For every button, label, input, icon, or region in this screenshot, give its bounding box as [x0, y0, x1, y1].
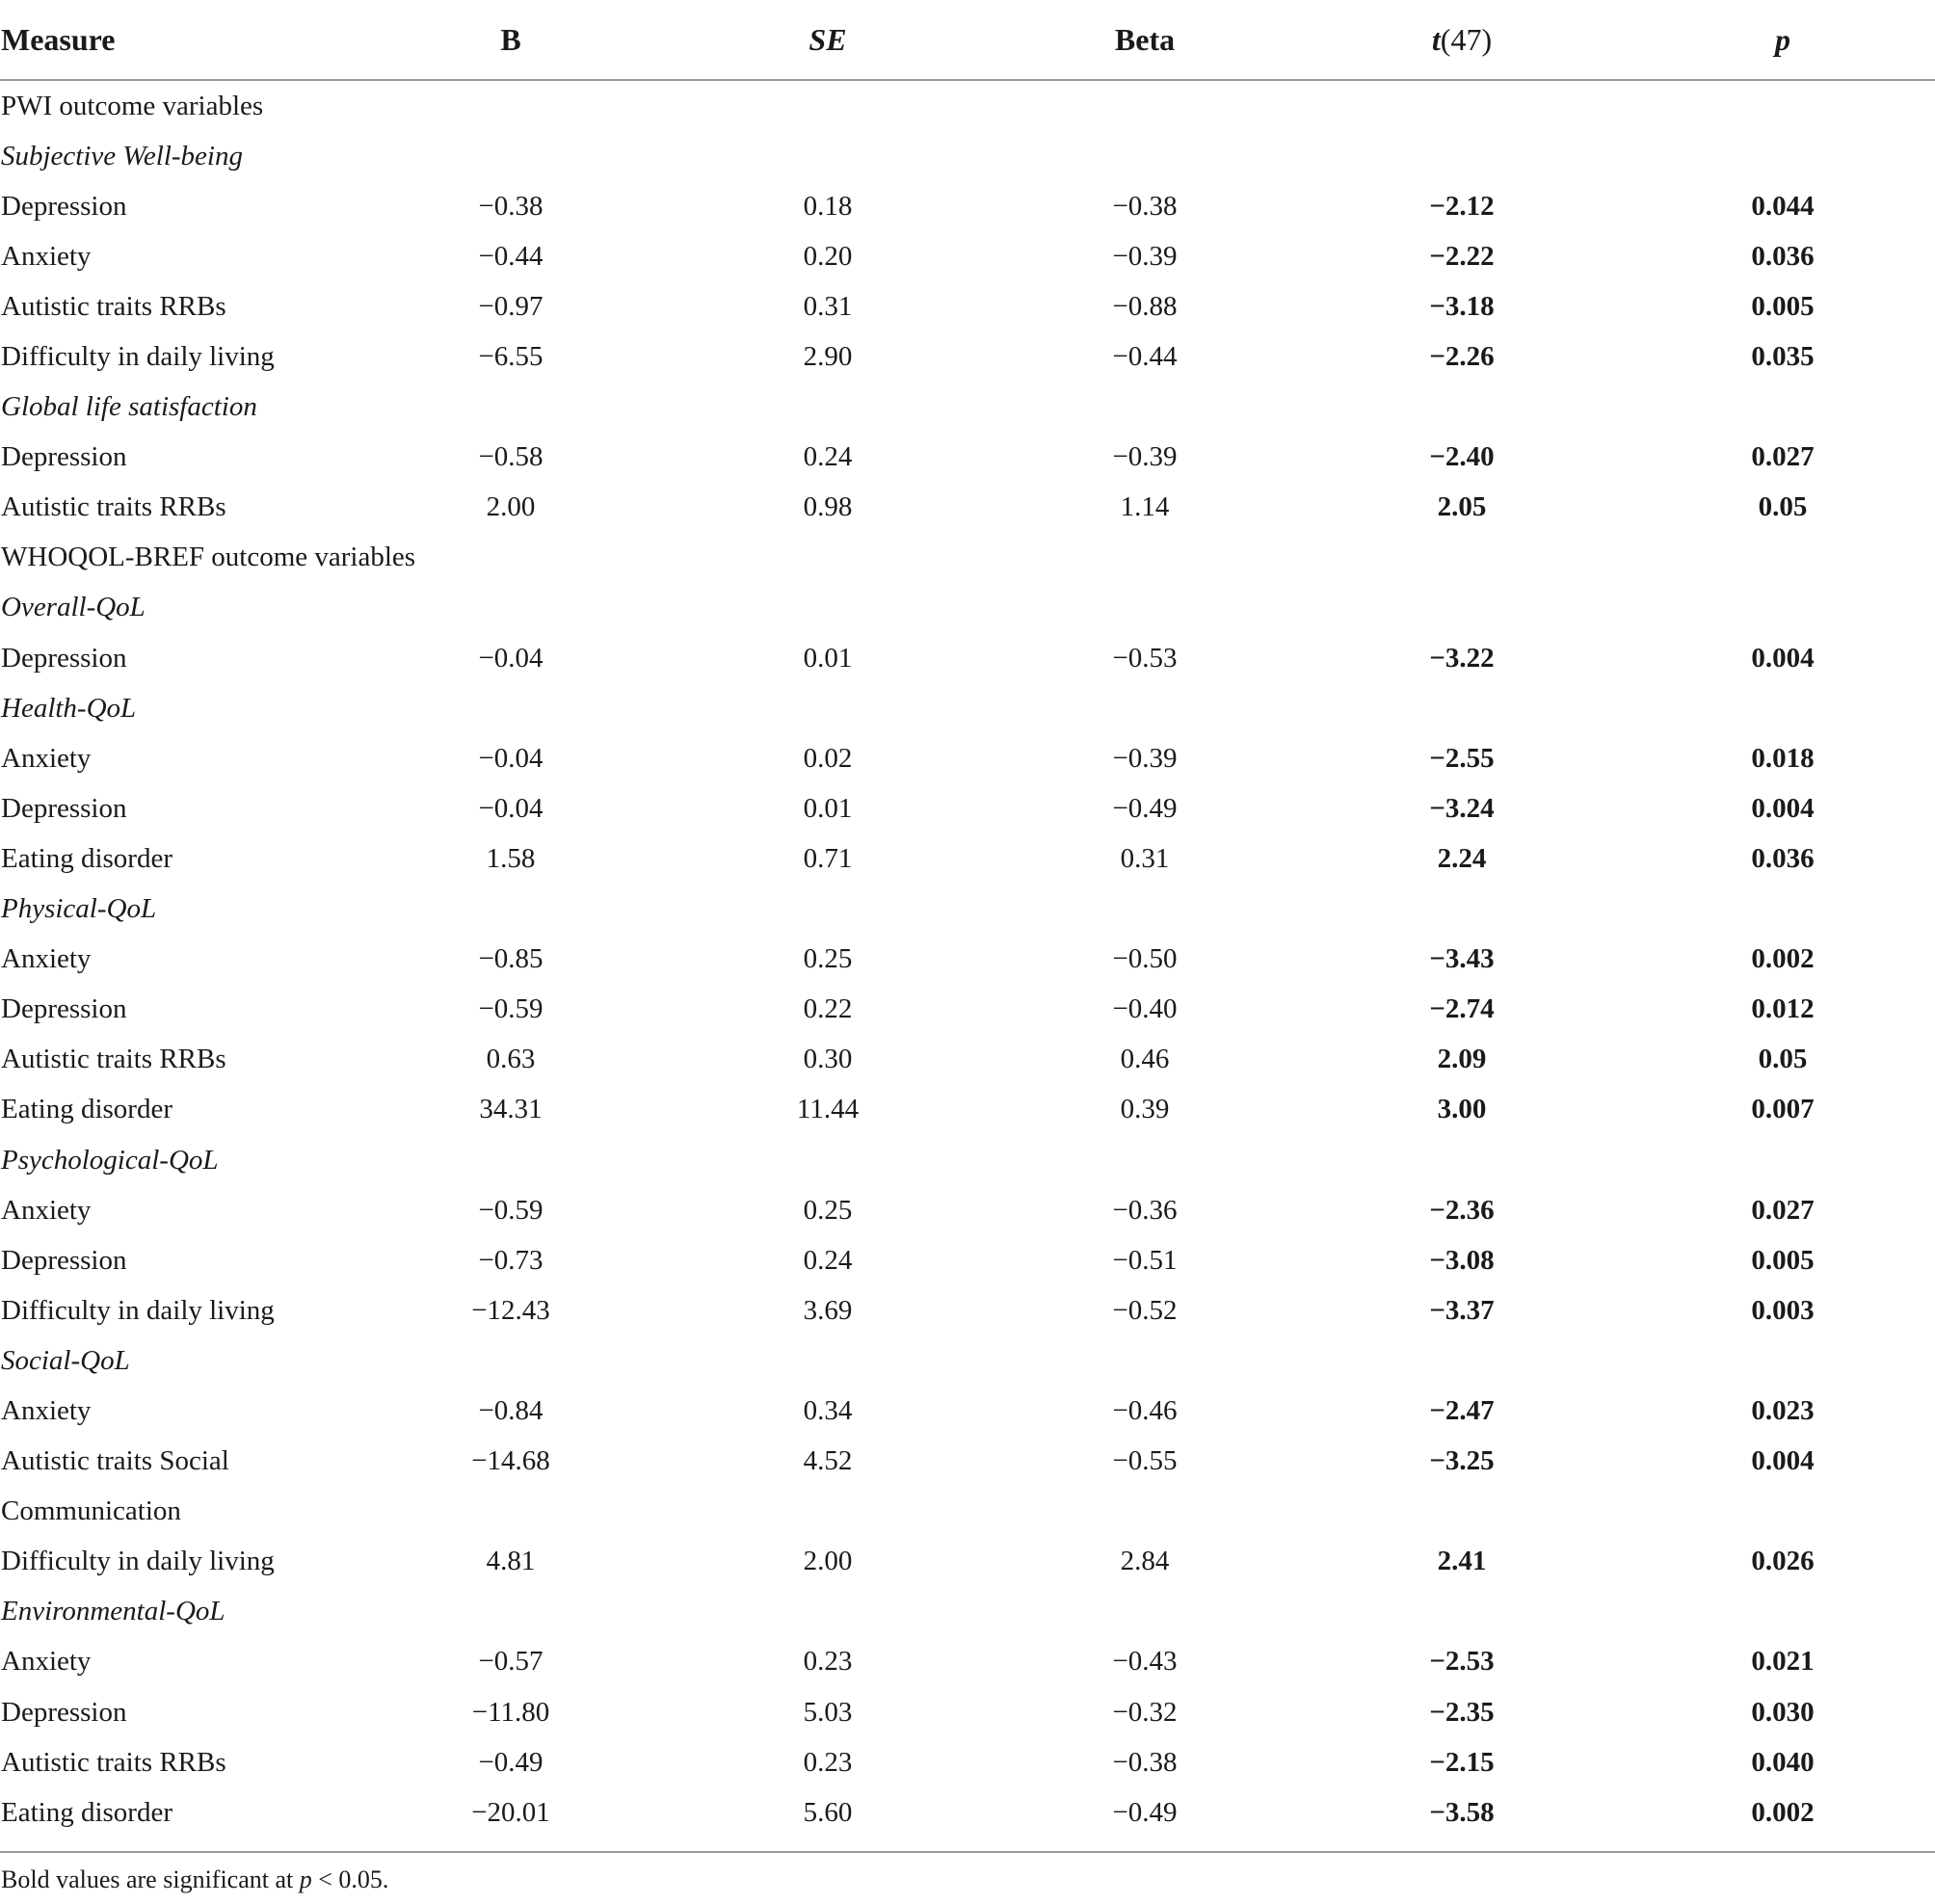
cell-se: 11.44 — [796, 1094, 860, 1125]
cell-t: −3.24 — [1429, 792, 1495, 824]
header-p: p — [1775, 21, 1790, 57]
table-row — [0, 181, 1935, 231]
cell-b: −0.04 — [478, 792, 543, 824]
cell-t: −2.40 — [1429, 441, 1495, 473]
cell-b: 2.00 — [486, 491, 536, 523]
subsection-header-row — [0, 885, 1935, 935]
cell-beta: 1.14 — [1120, 491, 1170, 523]
cell-se: 2.90 — [803, 341, 853, 373]
row-label: Depression — [1, 993, 127, 1025]
cell-p: 0.018 — [1751, 742, 1815, 774]
row-label: WHOQOL-BREF outcome variables — [1, 542, 416, 573]
subsection-header-row — [0, 131, 1935, 181]
cell-beta: −0.36 — [1112, 1194, 1178, 1226]
cell-se: 0.23 — [803, 1746, 853, 1778]
cell-t: −2.15 — [1429, 1746, 1495, 1778]
cell-p: 0.035 — [1751, 341, 1815, 373]
cell-se: 4.52 — [803, 1445, 853, 1477]
row-label: Anxiety — [1, 742, 92, 774]
cell-t: −2.22 — [1429, 240, 1495, 272]
cell-t: −3.08 — [1429, 1244, 1495, 1276]
header-t-symbol: t — [1431, 21, 1441, 57]
cell-se: 0.98 — [803, 491, 853, 523]
row-label: Global life satisfaction — [1, 391, 257, 423]
table-row — [0, 1787, 1935, 1838]
row-label: Depression — [1, 441, 127, 473]
cell-b: −14.68 — [471, 1445, 550, 1477]
cell-t: −3.37 — [1429, 1294, 1495, 1326]
row-label: Depression — [1, 190, 127, 222]
cell-p: 0.036 — [1751, 240, 1815, 272]
row-label: Eating disorder — [1, 1094, 172, 1125]
table-row — [0, 783, 1935, 833]
cell-b: −0.44 — [478, 240, 543, 272]
row-label: Communication — [1, 1495, 181, 1527]
table-row — [0, 733, 1935, 783]
cell-beta: −0.55 — [1112, 1445, 1178, 1477]
cell-se: 0.01 — [803, 792, 853, 824]
cell-p: 0.005 — [1751, 1244, 1815, 1276]
cell-se: 0.02 — [803, 742, 853, 774]
table-row — [0, 331, 1935, 382]
cell-t: −3.22 — [1429, 642, 1495, 674]
cell-se: 0.25 — [803, 943, 853, 975]
table-row — [0, 1537, 1935, 1587]
cell-b: −0.59 — [478, 993, 543, 1025]
table-row — [0, 1386, 1935, 1436]
cell-beta: −0.40 — [1112, 993, 1178, 1025]
row-label: Health-QoL — [1, 692, 137, 724]
cell-t: 2.05 — [1437, 491, 1487, 523]
cell-p: 0.036 — [1751, 842, 1815, 874]
footnote-suffix: < 0.05. — [311, 1865, 389, 1893]
cell-beta: 0.46 — [1120, 1044, 1170, 1075]
cell-t: 2.41 — [1437, 1546, 1487, 1577]
cell-t: 2.24 — [1437, 842, 1487, 874]
row-label: Anxiety — [1, 240, 92, 272]
cell-se: 0.25 — [803, 1194, 853, 1226]
row-label: Social-QoL — [1, 1344, 130, 1376]
header-t-df: (47) — [1440, 21, 1493, 57]
table-row — [0, 935, 1935, 985]
cell-p: 0.044 — [1751, 190, 1815, 222]
subsection-header-row — [0, 1135, 1935, 1185]
table-row — [0, 281, 1935, 331]
cell-b: −0.58 — [478, 441, 543, 473]
row-label: Depression — [1, 792, 127, 824]
cell-t: 2.09 — [1437, 1044, 1487, 1075]
cell-se: 0.20 — [803, 240, 853, 272]
table-row — [0, 985, 1935, 1035]
cell-se: 0.71 — [803, 842, 853, 874]
footnote-p-symbol: p — [299, 1865, 312, 1893]
cell-se: 5.03 — [803, 1696, 853, 1728]
header-b: B — [500, 21, 521, 57]
cell-b: −0.59 — [478, 1194, 543, 1226]
header-se: SE — [808, 21, 847, 57]
row-label: Depression — [1, 1696, 127, 1728]
cell-se: 5.60 — [803, 1796, 853, 1828]
row-label: Autistic traits RRBs — [1, 1746, 226, 1778]
cell-b: 4.81 — [486, 1546, 536, 1577]
row-label: Autistic traits Social — [1, 1445, 229, 1477]
cell-t: −2.47 — [1429, 1394, 1495, 1426]
row-label: Autistic traits RRBs — [1, 491, 226, 523]
cell-se: 0.34 — [803, 1394, 853, 1426]
cell-se: 0.30 — [803, 1044, 853, 1075]
section-header-row — [0, 533, 1935, 583]
cell-se: 3.69 — [803, 1294, 853, 1326]
cell-b: 34.31 — [479, 1094, 543, 1125]
cell-beta: −0.39 — [1112, 240, 1178, 272]
cell-b: −20.01 — [471, 1796, 550, 1828]
cell-p: 0.012 — [1751, 993, 1815, 1025]
cell-b: 0.63 — [486, 1044, 536, 1075]
row-label: Overall-QoL — [1, 592, 146, 623]
cell-b: −0.04 — [478, 642, 543, 674]
row-label: Eating disorder — [1, 842, 172, 874]
table-row — [0, 483, 1935, 533]
cell-p: 0.007 — [1751, 1094, 1815, 1125]
cell-p: 0.002 — [1751, 943, 1815, 975]
cell-b: −6.55 — [478, 341, 543, 373]
cell-beta: −0.51 — [1112, 1244, 1178, 1276]
row-label: Anxiety — [1, 1394, 92, 1426]
cell-t: −2.26 — [1429, 341, 1495, 373]
cell-t: −3.43 — [1429, 943, 1495, 975]
cell-se: 0.24 — [803, 1244, 853, 1276]
table-row — [0, 1285, 1935, 1335]
cell-b: −0.84 — [478, 1394, 543, 1426]
cell-beta: −0.50 — [1112, 943, 1178, 975]
row-label: Autistic traits RRBs — [1, 1044, 226, 1075]
subsection-header-row — [0, 383, 1935, 433]
cell-t: 3.00 — [1437, 1094, 1487, 1125]
table-row — [0, 433, 1935, 483]
cell-p: 0.004 — [1751, 642, 1815, 674]
cell-t: −3.25 — [1429, 1445, 1495, 1477]
cell-beta: −0.49 — [1112, 1796, 1178, 1828]
cell-t: −3.18 — [1429, 290, 1495, 322]
section-header-row — [0, 1487, 1935, 1537]
cell-p: 0.05 — [1758, 1044, 1808, 1075]
cell-p: 0.021 — [1751, 1646, 1815, 1678]
cell-b: −11.80 — [471, 1696, 550, 1728]
row-label: Anxiety — [1, 943, 92, 975]
footnote-prefix: Bold values are significant at — [1, 1865, 300, 1893]
cell-beta: −0.52 — [1112, 1294, 1178, 1326]
table-row — [0, 231, 1935, 281]
table-row — [0, 1737, 1935, 1787]
cell-b: −0.38 — [478, 190, 543, 222]
cell-p: 0.040 — [1751, 1746, 1815, 1778]
table-row — [0, 1235, 1935, 1285]
table-row — [0, 833, 1935, 884]
cell-p: 0.026 — [1751, 1546, 1815, 1577]
table-row — [0, 1687, 1935, 1737]
cell-p: 0.027 — [1751, 1194, 1815, 1226]
cell-beta: −0.38 — [1112, 190, 1178, 222]
table-header-row — [0, 0, 1935, 81]
cell-t: −3.58 — [1429, 1796, 1495, 1828]
cell-p: 0.05 — [1758, 491, 1808, 523]
cell-t: −2.12 — [1429, 190, 1495, 222]
row-label: Difficulty in daily living — [1, 341, 275, 373]
row-label: Physical-QoL — [1, 893, 157, 925]
cell-beta: 0.39 — [1120, 1094, 1170, 1125]
cell-t: −2.55 — [1429, 742, 1495, 774]
cell-beta: −0.88 — [1112, 290, 1178, 322]
row-label: Anxiety — [1, 1194, 92, 1226]
table-row — [0, 1437, 1935, 1487]
subsection-header-row — [0, 683, 1935, 733]
cell-beta: −0.43 — [1112, 1646, 1178, 1678]
cell-beta: 0.31 — [1120, 842, 1170, 874]
subsection-header-row — [0, 583, 1935, 633]
cell-p: 0.023 — [1751, 1394, 1815, 1426]
cell-b: −0.97 — [478, 290, 543, 322]
table-row — [0, 1035, 1935, 1085]
cell-p: 0.027 — [1751, 441, 1815, 473]
cell-beta: −0.49 — [1112, 792, 1178, 824]
row-label: Depression — [1, 1244, 127, 1276]
header-measure: Measure — [1, 21, 116, 57]
table-row — [0, 1185, 1935, 1235]
cell-beta: −0.39 — [1112, 742, 1178, 774]
table-bottom-rule — [0, 1851, 1935, 1853]
table-row — [0, 1085, 1935, 1135]
row-label: Environmental-QoL — [1, 1596, 225, 1627]
cell-b: −0.49 — [478, 1746, 543, 1778]
cell-beta: −0.44 — [1112, 341, 1178, 373]
cell-t: −2.36 — [1429, 1194, 1495, 1226]
header-t — [1432, 22, 1492, 58]
table-row — [0, 633, 1935, 683]
row-label: Depression — [1, 642, 127, 674]
section-header-row — [0, 81, 1935, 131]
row-label: PWI outcome variables — [1, 90, 264, 121]
row-label: Subjective Well-being — [1, 140, 243, 172]
cell-t: −2.74 — [1429, 993, 1495, 1025]
cell-se: 0.18 — [803, 190, 853, 222]
cell-p: 0.003 — [1751, 1294, 1815, 1326]
cell-b: −0.85 — [478, 943, 543, 975]
cell-se: 0.31 — [803, 290, 853, 322]
cell-beta: −0.38 — [1112, 1746, 1178, 1778]
row-label: Psychological-QoL — [1, 1144, 219, 1176]
cell-se: 2.00 — [803, 1546, 853, 1577]
cell-t: −2.53 — [1429, 1646, 1495, 1678]
cell-b: −0.04 — [478, 742, 543, 774]
cell-b: −0.73 — [478, 1244, 543, 1276]
cell-p: 0.005 — [1751, 290, 1815, 322]
cell-b: 1.58 — [486, 842, 536, 874]
cell-p: 0.030 — [1751, 1696, 1815, 1728]
cell-p: 0.002 — [1751, 1796, 1815, 1828]
header-beta: Beta — [1114, 21, 1176, 57]
cell-t: −2.35 — [1429, 1696, 1495, 1728]
row-label: Anxiety — [1, 1646, 92, 1678]
row-label: Eating disorder — [1, 1796, 172, 1828]
cell-beta: −0.46 — [1112, 1394, 1178, 1426]
table-body — [0, 81, 1935, 1838]
row-label: Autistic traits RRBs — [1, 290, 226, 322]
row-label: Difficulty in daily living — [1, 1294, 275, 1326]
cell-beta: −0.53 — [1112, 642, 1178, 674]
cell-p: 0.004 — [1751, 792, 1815, 824]
cell-se: 0.23 — [803, 1646, 853, 1678]
table-footnote — [1, 1865, 388, 1894]
cell-b: −12.43 — [471, 1294, 550, 1326]
cell-beta: −0.32 — [1112, 1696, 1178, 1728]
cell-se: 0.22 — [803, 993, 853, 1025]
cell-beta: 2.84 — [1120, 1546, 1170, 1577]
cell-p: 0.004 — [1751, 1445, 1815, 1477]
cell-se: 0.24 — [803, 441, 853, 473]
subsection-header-row — [0, 1335, 1935, 1386]
subsection-header-row — [0, 1587, 1935, 1637]
cell-se: 0.01 — [803, 642, 853, 674]
cell-beta: −0.39 — [1112, 441, 1178, 473]
table-row — [0, 1637, 1935, 1687]
cell-b: −0.57 — [478, 1646, 543, 1678]
row-label: Difficulty in daily living — [1, 1546, 275, 1577]
